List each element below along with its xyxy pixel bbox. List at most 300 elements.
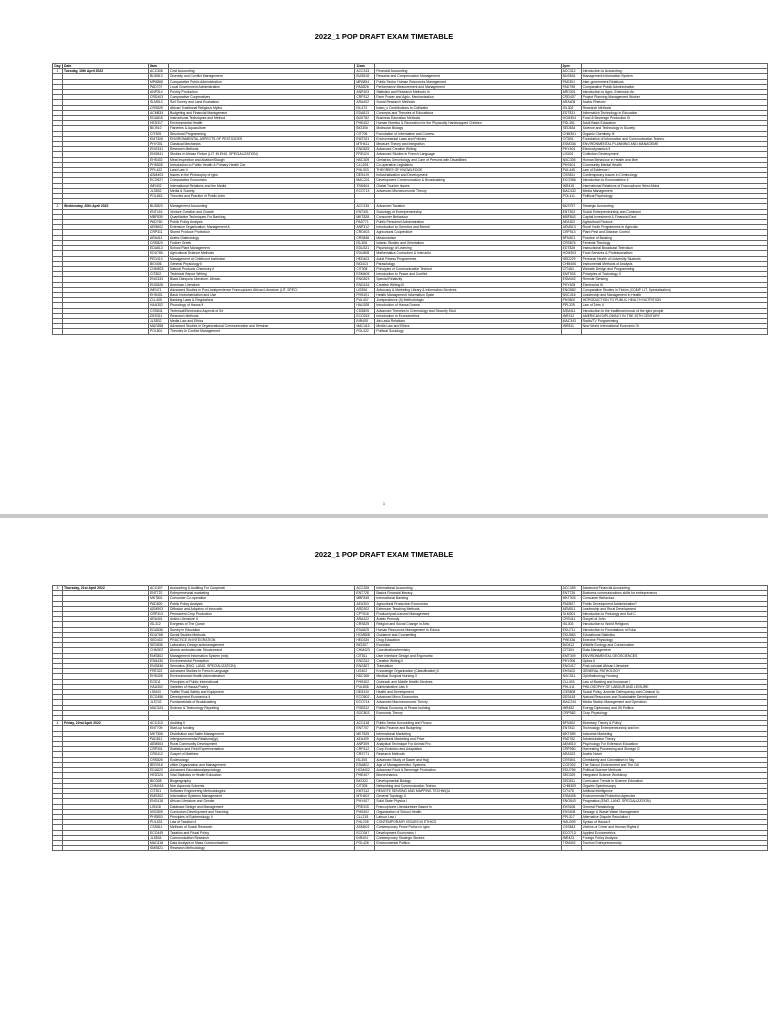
course-2pm: Public Development Administration?: [581, 601, 767, 606]
course-8am: Social Studies Methods: [169, 632, 355, 637]
code-2pm: EDU863: [561, 632, 581, 637]
code-2pm: CRS876: [561, 240, 581, 245]
code-8am: ACC413: [149, 721, 169, 726]
code-2pm: EHS408: [561, 809, 581, 814]
code-2pm: CLL403: [561, 679, 581, 684]
code-11am: CIT308: [355, 266, 375, 271]
code-11am: PUL407: [355, 298, 375, 303]
code-11am: ENG823: [355, 277, 375, 282]
course-2pm: Advanced Financial Accounting: [581, 586, 767, 591]
table-row: [53, 308, 768, 313]
code-2pm: HED229: [561, 256, 581, 261]
course-8am: Public Policy Analysis: [169, 601, 355, 606]
course-2pm: Post-colonial African Literature: [581, 664, 767, 669]
code-2pm: [561, 329, 581, 334]
course-11am: Public Personnel Administration: [375, 220, 561, 225]
code-11am: ENG825: [355, 147, 375, 152]
course-11am: Biomechanics: [375, 773, 561, 778]
code-2pm: EHS406: [561, 804, 581, 809]
course-2pm: Radio/TV Programming: [581, 318, 767, 323]
code-8am: PAD760: [149, 220, 169, 225]
course-8am: Atomic andmolecular Structureand: [169, 648, 355, 653]
course-8am: Cost Accounting: [169, 69, 355, 74]
course-8am: Research Methods: [169, 313, 355, 318]
code-8am: ISL312: [149, 622, 169, 627]
course-2pm: Harvesting Processing and Storage O: [581, 747, 767, 752]
code-2pm: BUS815: [561, 74, 581, 79]
code-11am: ENG312: [355, 658, 375, 663]
code-11am: TSM404: [355, 183, 375, 188]
course-2pm: Introduction to the traditional music of the Igbo people: [581, 308, 767, 313]
code-2pm: PPL329: [561, 303, 581, 308]
code-2pm: EDT826: [561, 246, 581, 251]
code-11am: PHE402: [355, 121, 375, 126]
code-2pm: EMT309: [561, 653, 581, 658]
course-2pm: Applied Econometrics: [581, 830, 767, 835]
course-8am: General Physiology II: [169, 261, 355, 266]
code-2pm: BFN301: [561, 235, 581, 240]
course-2pm: New World International Economic Or: [581, 324, 767, 329]
course-8am: Fisheries & Aquaculture: [169, 126, 355, 131]
course-11am: Coordinationchemistry: [375, 648, 561, 653]
course-2pm: Political Psychology: [581, 194, 767, 199]
course-11am: Special Relativity: [375, 277, 561, 282]
code-11am: LIS306: [355, 287, 375, 292]
code-11am: BUS818: [355, 74, 375, 79]
course-2pm: Capital Investment & Financial Deci: [581, 214, 767, 219]
code-2pm: ARD301: [561, 90, 581, 95]
code-2pm: ECO713: [561, 830, 581, 835]
code-2pm: INR811: [561, 324, 581, 329]
course-2pm: Leadership and Rural Development: [581, 606, 767, 611]
code-11am: EDA802: [355, 762, 375, 767]
code-2pm: NSC305: [561, 157, 581, 162]
code-2pm: EDT831: [561, 110, 581, 115]
code-8am: ENT416: [149, 209, 169, 214]
code-8am: EDU836: [149, 627, 169, 632]
course-11am: Francophone Literatureture Based In: [375, 804, 561, 809]
course-2pm: Introduction to World Religions: [581, 622, 767, 627]
code-2pm: PAD752: [561, 736, 581, 741]
course-11am: Health Management Information Syste: [375, 292, 561, 297]
course-2pm: Agricultural Finance: [581, 220, 767, 225]
course-11am: Arabic Prosody: [375, 617, 561, 622]
course-8am: Comparative Public Administration: [169, 79, 355, 84]
course-2pm: Data Management: [581, 648, 767, 653]
code-2pm: AEM510: [561, 742, 581, 747]
course-11am: Advanced Macroeconomic Theory: [375, 700, 561, 705]
course-11am: Economic Theory: [375, 710, 561, 715]
course-11am: Labour Law I: [375, 814, 561, 819]
code-11am: SOC803: [355, 710, 375, 715]
course-2pm: Law of Banking and Insurance I: [581, 679, 767, 684]
code-8am: HED317: [149, 121, 169, 126]
course-2pm: Technology Entrepreneurship and Inn: [581, 726, 767, 731]
code-2pm: HCM303: [561, 251, 581, 256]
code-11am: CLL215: [355, 814, 375, 819]
code-8am: PAD707: [149, 84, 169, 89]
code-8am: LIS418: [149, 804, 169, 809]
course-8am: Ecclesiology: [169, 757, 355, 762]
course-8am: Technical Report Writing: [169, 272, 355, 277]
code-11am: HCM402: [355, 768, 375, 773]
code-11am: EDU808: [355, 251, 375, 256]
code-8am: PHS803: [149, 814, 169, 819]
course-11am: Drug Education: [375, 638, 561, 643]
code-2pm: DES418: [561, 695, 581, 700]
code-11am: MTH402: [355, 794, 375, 799]
code-8am: ACC407: [149, 586, 169, 591]
code-11am: PHS401: [355, 292, 375, 297]
course-2pm: Educational Statistics: [581, 632, 767, 637]
code-11am: DES410: [355, 690, 375, 695]
course-8am: Law of Taxation II: [169, 820, 355, 825]
code-8am: CHM418: [149, 783, 169, 788]
code-11am: PHS402: [355, 679, 375, 684]
code-8am: CRP313: [149, 612, 169, 617]
course-11am: Consumer Behaviour: [375, 214, 561, 219]
course-2pm: Instrumental Methods of Analysis: [581, 261, 767, 266]
course-11am: Analytical Technique For Animal Pro: [375, 742, 561, 747]
exam-date: Tuesday, 19th April 2022: [63, 69, 149, 74]
code-11am: POB312: [355, 705, 375, 710]
course-11am: Environmental Laws and Policies: [375, 136, 561, 141]
code-11am: ENT707: [355, 726, 375, 731]
code-8am: EMT308: [149, 136, 169, 141]
course-2pm: The School Environment and The Citi: [581, 762, 767, 767]
course-2pm: Artificial Intelligence: [581, 788, 767, 793]
code-2pm: CIT304: [561, 648, 581, 653]
course-11am: Introduction of Hausa Drama: [375, 303, 561, 308]
code-11am: ISL308: [355, 240, 375, 245]
code-2pm: AEM511: [561, 606, 581, 611]
course-2pm: General Parasitology: [581, 804, 767, 809]
course-11am: REMOTE SENSING AND MAPPING TECHNIQU: [375, 788, 561, 793]
course-11am: Measure Theory and Integration: [375, 142, 561, 147]
code-8am: NSC805: [149, 809, 169, 814]
course-2pm: Introduction to Accounting: [581, 69, 767, 74]
course-8am: Classical Mechanics: [169, 142, 355, 147]
course-8am: Traffic/ Road Safety and Equipment: [169, 690, 355, 695]
course-11am: Advocacy & Marketing Library & Information Services: [375, 287, 561, 292]
course-11am: Principles of Communication Technol: [375, 266, 561, 271]
code-11am: ARA402: [355, 100, 375, 105]
code-8am: CSS811: [149, 825, 169, 830]
code-8am: JLS834: [149, 835, 169, 840]
code-2pm: ACC312: [561, 69, 581, 74]
code-8am: FRE322: [149, 669, 169, 674]
course-11am: Environmental Politics: [375, 840, 561, 845]
code-2pm: PPL517: [561, 814, 581, 819]
code-2pm: ISL302: [561, 105, 581, 110]
course-8am: Biogeography: [169, 778, 355, 783]
code-2pm: SLM301: [561, 612, 581, 617]
course-2pm: Plant Pest and Disease Control: [581, 230, 767, 235]
code-2pm: ESM336: [561, 142, 581, 147]
code-2pm: EDU766: [561, 768, 581, 773]
course-8am: Entrepreneurial marketing: [169, 591, 355, 596]
course-8am: Local Government Administration: [169, 84, 355, 89]
code-11am: ARD302: [355, 606, 375, 611]
course-2pm: Curriculum Trends in Science Education: [581, 778, 767, 783]
code-8am: ACM834: [149, 110, 169, 115]
course-2pm: Social Entrepreneurship and Communi: [581, 209, 767, 214]
course-2pm: ENVIRONMENTAL PLANNING AND MANAGEME: [581, 142, 767, 147]
code-11am: BIO322: [355, 778, 375, 783]
course-2pm: Christianity and Colonialism in Nig: [581, 757, 767, 762]
code-2pm: CIT478: [561, 788, 581, 793]
code-8am: ASM403: [149, 173, 169, 178]
code-11am: ANP309: [355, 742, 375, 747]
course-11am: Agricultural Cooperative: [375, 230, 561, 235]
code-11am: MKT828: [355, 214, 375, 219]
course-2pm: INTRODUCTION TO PUBLIC HEALTH NUTRITION: [581, 298, 767, 303]
course-8am: Development Economics II: [169, 695, 355, 700]
code-11am: EDA825: [355, 627, 375, 632]
course-2pm: Environmental Protection Agencies: [581, 794, 767, 799]
course-8am: Software Engineering Methodologies: [169, 788, 355, 793]
course-2pm: Syntax of Hausa II: [581, 820, 767, 825]
course-8am: Issues in the Philosophy of Igbo: [169, 173, 355, 178]
code-2pm: ARA323: [561, 752, 581, 757]
code-11am: HAU308: [355, 303, 375, 308]
code-11am: CLL205: [355, 162, 375, 167]
course-11am: Networking and Communication Techno: [375, 783, 561, 788]
course-8am: Stored Produce Protection: [169, 230, 355, 235]
course-11am: Financial Accounting: [375, 69, 561, 74]
code-11am: HED320: [355, 638, 375, 643]
course-11am: Advanced Study of Sawm and Hajj: [375, 757, 561, 762]
code-2pm: NSC511: [561, 674, 581, 679]
course-2pm: Leadership and Management in Health: [581, 292, 767, 297]
course-11am: Molecular Biology: [375, 126, 561, 131]
course-2pm: Introduction to Foundations of Educ: [581, 627, 767, 632]
course-11am: Co-operative Legislation: [375, 162, 561, 167]
course-8am: Rural Community Development: [169, 742, 355, 747]
course-11am: Performance Measurement and Management: [375, 84, 561, 89]
code-8am: MPA868: [149, 79, 169, 84]
code-8am: INR402: [149, 183, 169, 188]
code-8am: ENT709: [149, 726, 169, 731]
code-8am: PAD812: [149, 736, 169, 741]
code-8am: HAU302: [149, 684, 169, 689]
course-2pm: Tourism Entrepreneurship: [581, 840, 767, 845]
code-8am: CSS841: [149, 308, 169, 313]
code-2pm: PAD798: [561, 84, 581, 89]
course-8am: Black Diaspora Literature: African-: [169, 277, 355, 282]
code-11am: DES419: [355, 173, 375, 178]
course-2pm: Optics II: [581, 658, 767, 663]
code-8am: EDA813: [149, 246, 169, 251]
course-8am: Environmental Perception: [169, 658, 355, 663]
day-number: 1: [53, 69, 63, 74]
course-8am: Comparative Cooperatives: [169, 95, 355, 100]
course-8am: Environmental Health: [169, 121, 355, 126]
course-8am: Communication Research: [169, 835, 355, 840]
course-11am: Contemporary Prose Fiction in Igbo: [375, 825, 561, 830]
code-2pm: PHY404: [561, 147, 581, 152]
code-11am: ENG827: [355, 664, 375, 669]
course-11am: Mathematics Curriculum & Instructio: [375, 251, 561, 256]
day-number: 4: [53, 721, 63, 726]
code-8am: ECO927: [149, 178, 169, 183]
code-11am: NSC309: [355, 157, 375, 162]
course-8am: Principles of Public International: [169, 679, 355, 684]
course-2pm: Psychology For Extension Education: [581, 742, 767, 747]
code-2pm: CRP582: [561, 710, 581, 715]
course-2pm: Industrial Marketing: [581, 731, 767, 736]
course-8am: Distribution and Sales Management: [169, 731, 355, 736]
code-2pm: ENT726: [561, 591, 581, 596]
course-11am: International Marketing: [375, 731, 561, 736]
course-8am: Database Design and Management: [169, 804, 355, 809]
code-8am: LSM43: [149, 690, 169, 695]
exam-date: [63, 846, 149, 851]
code-8am: CHM823: [149, 266, 169, 271]
code-2pm: CHM309: [561, 783, 581, 788]
code-11am: ECO315: [355, 313, 375, 318]
course-2pm: Introduction to Agric. Extension An: [581, 90, 767, 95]
course-8am: Further Greek: [169, 240, 355, 245]
code-11am: [355, 846, 375, 851]
code-8am: PUL433: [149, 820, 169, 825]
course-2pm: International Relations of Francophone West Africa: [581, 183, 767, 188]
code-2pm: ENT811: [561, 726, 581, 731]
code-8am: EHS402: [149, 157, 169, 162]
course-8am: Science & Technology Reporting: [169, 705, 355, 710]
code-2pm: AEA302: [561, 220, 581, 225]
course-11am: Geriatrics Gerontology and Care of Persons with Disabilities: [375, 157, 561, 162]
course-2pm: Introduction to Econometrics II: [581, 178, 767, 183]
code-8am: ANP314: [149, 90, 169, 95]
code-8am: JLS832: [149, 318, 169, 323]
code-11am: ACC315: [355, 204, 375, 209]
course-2pm: Remote Sensing: [581, 277, 767, 282]
code-8am: EHS405: [149, 674, 169, 679]
code-8am: PHS805: [149, 162, 169, 167]
code-8am: ECO496: [149, 695, 169, 700]
course-11am: Social Research Methods: [375, 100, 561, 105]
course-11am: Administrative Law II: [375, 684, 561, 689]
code-8am: SED402: [149, 638, 169, 643]
code-8am: DES311: [149, 313, 169, 318]
code-8am: CRS412: [149, 752, 169, 757]
code-2pm: PHL411: [561, 684, 581, 689]
code-11am: BUS782: [355, 116, 375, 121]
code-8am: BIO910: [149, 126, 169, 131]
course-11am: Contemporary Strategic Studies: [375, 835, 561, 840]
course-11am: International Banking: [375, 596, 561, 601]
code-11am: CRS771: [355, 752, 375, 757]
exam-date: Thursday, 21st April 2022: [63, 586, 149, 591]
code-8am: SMS821: [149, 846, 169, 851]
course-8am: Arabic Dialectology: [169, 235, 355, 240]
code-8am: HED324: [149, 773, 169, 778]
course-2pm: Media Management: [581, 188, 767, 193]
course-11am: Religion and Social Change in Afric: [375, 622, 561, 627]
timetable-page-2: [52, 585, 768, 851]
code-2pm: PHS401: [561, 162, 581, 167]
course-2pm: Inter-government Relations: [581, 79, 767, 84]
course-2pm: Natural Resources and Sustainable Development: [581, 695, 767, 700]
code-11am: ARA422: [355, 617, 375, 622]
code-2pm: ENG843: [561, 799, 581, 804]
course-11am: Development Economics I: [375, 830, 561, 835]
course-2pm: Project Planning Management Worker: [581, 95, 767, 100]
course-2pm: Crop Physiology: [581, 710, 767, 715]
course-2pm: Administrative Theory: [581, 736, 767, 741]
course-8am: Management of Childhood Institution: [169, 256, 355, 261]
code-11am: ECO502: [355, 695, 375, 700]
course-11am: Introduction to Econometrics: [375, 313, 561, 318]
code-2pm: MKT303: [561, 596, 581, 601]
course-8am: Varieties of Hausa Poetry: [169, 684, 355, 689]
course-2pm: Foundation of Information and Communication Techno: [581, 136, 767, 141]
course-8am: Budgeting and Financial Management: [169, 110, 355, 115]
code-2pm: INR415: [561, 183, 581, 188]
course-11am: Creative Writing III: [375, 282, 561, 287]
code-8am: BUS823: [149, 204, 169, 209]
code-2pm: NSC416: [561, 292, 581, 297]
code-11am: PHS402: [355, 809, 375, 814]
code-8am: POL843: [149, 194, 169, 199]
course-2pm: Integrated Science Workshop: [581, 773, 767, 778]
code-8am: ENG841: [149, 152, 169, 157]
code-11am: ESM405: [355, 272, 375, 277]
course-2pm: Monetary Theory & Policy: [581, 721, 767, 726]
course-8am: Management Accounting: [169, 204, 355, 209]
code-11am: MTH411: [355, 142, 375, 147]
code-2pm: PAD301: [561, 79, 581, 84]
course-8am: Diversity and Conflict Management: [169, 74, 355, 79]
code-8am: EGS11: [149, 679, 169, 684]
code-2pm: CSS811: [561, 173, 581, 178]
course-2pm: Collection Development: [581, 152, 767, 157]
course-2pm: Arabic Rhetoric: [581, 100, 767, 105]
code-8am: EDU768: [149, 632, 169, 637]
code-8am: EDU822: [149, 768, 169, 773]
course-11am: Political Economy of Peace-building: [375, 705, 561, 710]
course-2pm: Research Methods: [581, 105, 767, 110]
code-11am: AEA409: [355, 736, 375, 741]
course-8am: Semiotics (ENG. LANG. SPECIALIZATION): [169, 664, 355, 669]
code-11am: CRS836: [355, 235, 375, 240]
course-8am: Accounting & Auditing For Cooperati: [169, 586, 355, 591]
course-8am: ENVIRONMENTAL ASPECTS OF PESTICIDES: [169, 136, 355, 141]
code-2pm: BFN302: [561, 721, 581, 726]
course-8am: Laboratory Design andmanagement: [169, 643, 355, 648]
course-11am: Translation: [375, 664, 561, 669]
code-8am: ENG333: [149, 277, 169, 282]
code-8am: PHY301: [149, 142, 169, 147]
course-2pm: Social Policy Juvenile Delinquency and Criminal Ju: [581, 690, 767, 695]
course-8am: Gospel of Matthew: [169, 752, 355, 757]
code-8am: HAU302: [149, 303, 169, 308]
timetable-page-1: [52, 63, 768, 335]
code-2pm: MKT859: [561, 731, 581, 736]
code-2pm: CRP550: [561, 747, 581, 752]
code-2pm: ENT302: [561, 209, 581, 214]
course-2pm: Law of Evidence I: [581, 168, 767, 173]
course-11am: Introduction to Peace and Conflict: [375, 272, 561, 277]
course-11am: Research Methods: [375, 752, 561, 757]
course-11am: Basics Financial literacy: [375, 591, 561, 596]
course-11am: Global Tourism Issues: [375, 183, 561, 188]
code-11am: CRP312: [355, 95, 375, 100]
code-8am: CRS823: [149, 240, 169, 245]
course-2pm: Electrodynamics II: [581, 147, 767, 152]
code-2pm: ESM402: [561, 277, 581, 282]
